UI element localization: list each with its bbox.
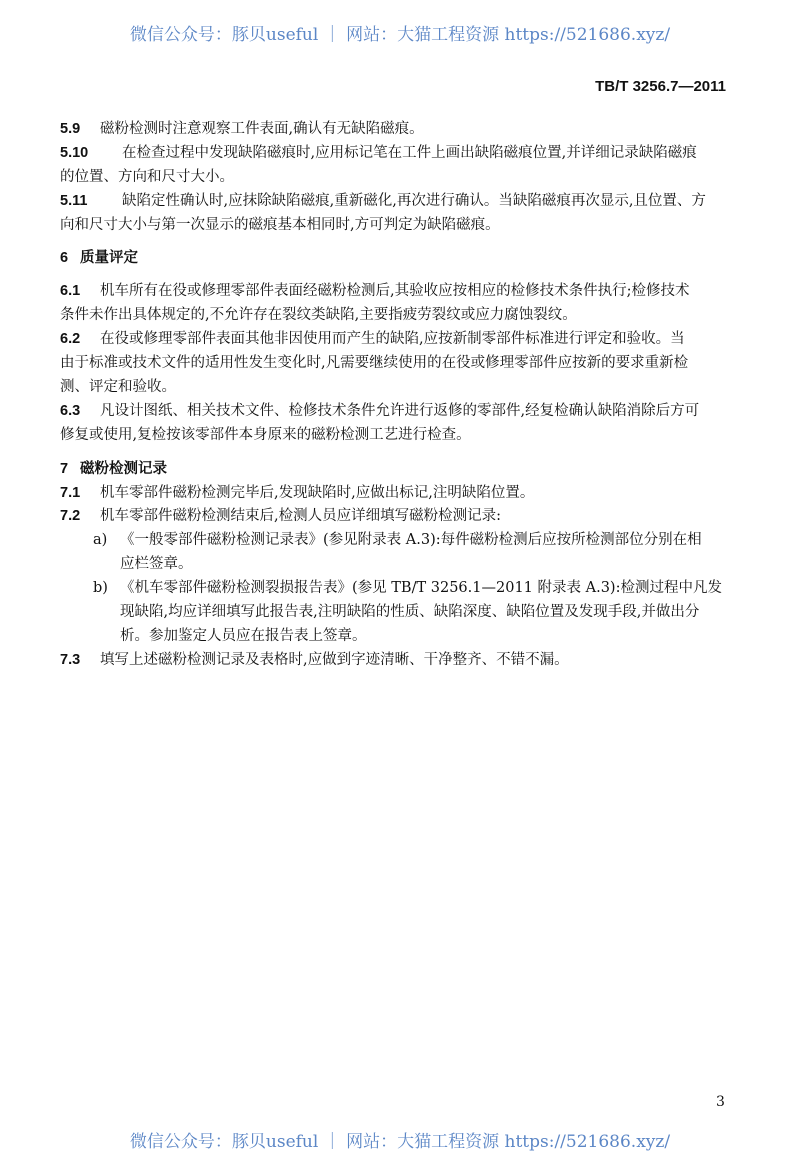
paragraph-line [120,625,367,647]
section-heading [60,247,138,269]
clause-text: 《一般零部件磁粉检测记录表》(参见附录表 A.3):每件磁粉检测后应按所检测部位分别在相 [120,532,702,548]
clause-text: 的位置、方向和尺寸大小。 [60,169,234,185]
clause-text: 机车零部件磁粉检测完毕后,发现缺陷时,应做出标记,注明缺陷位置。 [100,485,535,501]
paragraph-line [60,166,234,188]
paragraph-line [60,424,471,446]
clause-number: 6.2 [60,331,81,347]
clause-text: 磁粉检测时注意观察工件表面,确认有无缺陷磁痕。 [100,121,424,137]
section-number: 7 [60,461,69,477]
clause-text: 《机车零部件磁粉检测裂损报告表》(参见 TB/T 3256.1—2011 附录表 A.3):检测过程中凡发 [120,580,722,596]
clause-text: 析。参加鉴定人员应在报告表上签章。 [120,628,367,644]
paragraph-line [60,505,501,527]
paragraph-line [60,352,688,374]
paragraph-line [120,601,699,623]
clause-text: 凡设计图纸、相关技术文件、检修技术条件允许进行返修的零部件,经复检确认缺陷消除后方可 [100,403,700,419]
clause-text: 在役或修理零部件表面其他非因使用而产生的缺陷,应按新制零部件标准进行评定和验收。当 [100,331,685,347]
clause-number: 5.10 [60,145,89,161]
paragraph-line [60,190,706,212]
clause-text: 现缺陷,均应详细填写此报告表,注明缺陷的性质、缺陷深度、缺陷位置及发现手段,并做出分 [120,604,700,620]
section-number: 6 [60,250,69,266]
paragraph-line [93,577,722,599]
clause-number: b) [93,580,108,596]
clause-number: 6.3 [60,403,81,419]
paragraph-line [60,482,534,504]
watermark-bottom: 微信公众号：豚贝useful ｜ 网站：大猫工程资源 https://521686.xyz/ [129,1132,671,1152]
paragraph-line [93,529,702,551]
clause-number: 7.1 [60,485,81,501]
paragraph-line [60,376,176,398]
standard-number: TB/T 3256.7—2011 [595,78,726,95]
clause-text: 机车所有在役或修理零部件表面经磁粉检测后,其验收应按相应的检修技术条件执行;检修技术 [100,283,690,299]
paragraph-line [60,280,690,302]
paragraph-line [60,649,569,671]
paragraph-line [60,328,685,350]
paragraph-line [60,142,697,164]
clause-text: 由于标准或技术文件的适用性发生变化时,凡需要继续使用的在役或修理零部件应按新的要求重新检 [60,355,689,371]
clause-text: 测、评定和验收。 [60,379,176,395]
clause-number: 7.2 [60,508,81,524]
clause-text: 向和尺寸大小与第一次显示的磁痕基本相同时,方可判定为缺陷磁痕。 [60,217,500,233]
paragraph-line [60,400,699,422]
watermark-top: 微信公众号：豚贝useful ｜ 网站：大猫工程资源 https://521686.xyz/ [129,25,671,45]
clause-text: 机车零部件磁粉检测结束后,检测人员应详细填写磁粉检测记录: [100,508,501,524]
clause-number: 5.11 [60,193,88,209]
paragraph-line [60,214,500,236]
clause-text: 修复或使用,复检按该零部件本身原来的磁粉检测工艺进行检查。 [60,427,471,443]
clause-number: 6.1 [60,283,81,299]
heading-text: 质量评定 [80,249,138,266]
paragraph-line [60,118,424,140]
clause-number: 7.3 [60,652,81,668]
clause-text: 填写上述磁粉检测记录及表格时,应做到字迹清晰、干净整齐、不错不漏。 [100,652,569,668]
paragraph-line [120,553,193,575]
paragraph-line [60,304,577,326]
heading-text: 磁粉检测记录 [80,460,167,477]
clause-text: 条件未作出具体规定的,不允许存在裂纹类缺陷,主要指疲劳裂纹或应力腐蚀裂纹。 [60,307,577,323]
clause-text: 在检查过程中发现缺陷磁痕时,应用标记笔在工件上画出缺陷磁痕位置,并详细记录缺陷磁痕 [122,145,697,161]
section-heading [60,458,167,480]
clause-text: 缺陷定性确认时,应抹除缺陷磁痕,重新磁化,再次进行确认。当缺陷磁痕再次显示,且位置、方 [122,193,706,209]
clause-text: 应栏签章。 [120,556,193,572]
page-number: 3 [716,1094,725,1110]
clause-number: a) [93,532,108,548]
clause-number: 5.9 [60,121,81,137]
